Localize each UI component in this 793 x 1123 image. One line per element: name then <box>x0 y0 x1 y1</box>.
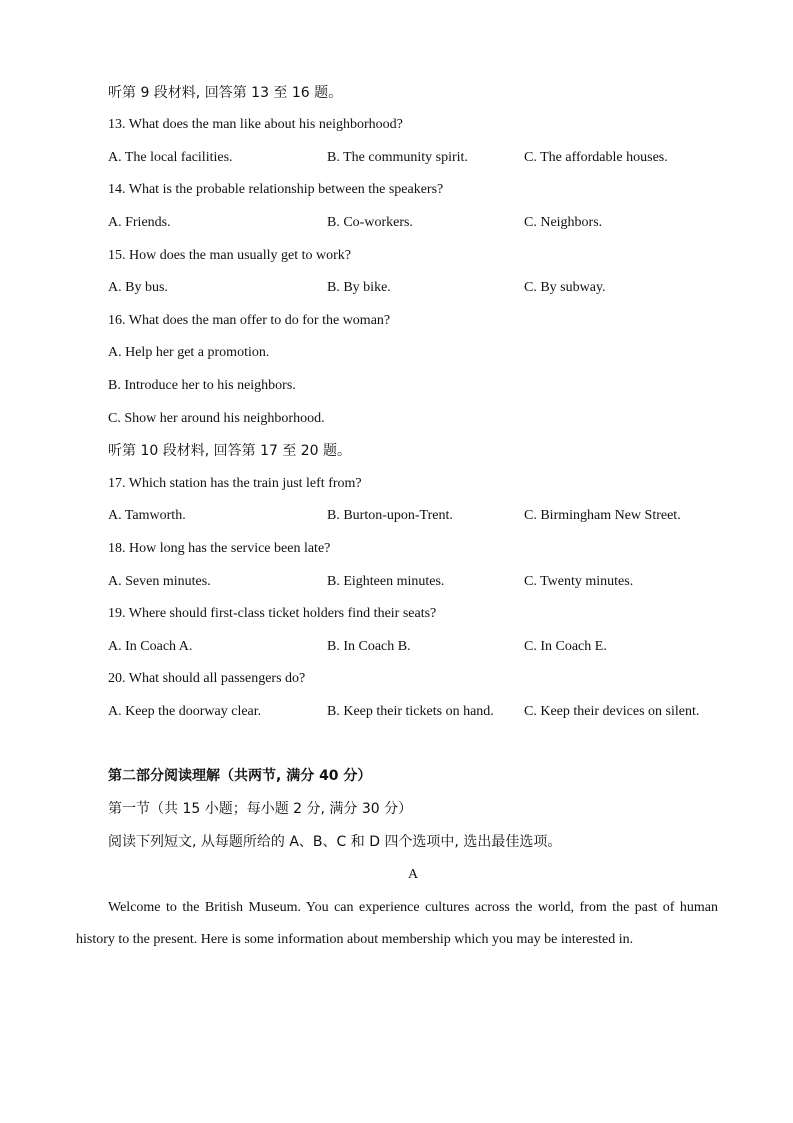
passage-paragraph: Welcome to the British Museum. You can experience cultures across the world, from the past of human history to the present. Here is some information about membership which you may be interested in. <box>76 900 718 947</box>
q15-option-a: A. By bus. <box>108 280 168 295</box>
q19-option-b: B. In Coach B. <box>327 639 411 654</box>
q13-option-b: B. The community spirit. <box>327 150 468 165</box>
part-2-instruction: 阅读下列短文, 从每题所给的 A、B、C 和 D 四个选项中, 选出最佳选项。 <box>108 834 562 850</box>
q16-option-a: A. Help her get a promotion. <box>108 345 270 360</box>
part-2-title: 第二部分阅读理解（共两节, 满分 40 分） <box>108 768 372 784</box>
q16-option-c: C. Show her around his neighborhood. <box>108 411 325 426</box>
question-20: 20. What should all passengers do? <box>108 671 306 686</box>
question-17: 17. Which station has the train just left from? <box>108 476 362 491</box>
q20-option-b: B. Keep their tickets on hand. <box>327 704 494 719</box>
section-10-header: 听第 10 段材料, 回答第 17 至 20 题。 <box>108 443 352 459</box>
q13-option-c: C. The affordable houses. <box>524 150 668 165</box>
q15-option-c: C. By subway. <box>524 280 606 295</box>
q20-option-a: A. Keep the doorway clear. <box>108 704 262 719</box>
q14-option-b: B. Co-workers. <box>327 215 413 230</box>
q18-option-c: C. Twenty minutes. <box>524 574 634 589</box>
q20-option-c: C. Keep their devices on silent. <box>524 704 700 719</box>
q19-option-c: C. In Coach E. <box>524 639 607 654</box>
question-18: 18. How long has the service been late? <box>108 541 331 556</box>
q17-option-b: B. Burton-upon-Trent. <box>327 508 453 523</box>
q15-option-b: B. By bike. <box>327 280 391 295</box>
question-19: 19. Where should first-class ticket holders find their seats? <box>108 606 437 621</box>
q13-option-a: A. The local facilities. <box>108 150 233 165</box>
q19-option-a: A. In Coach A. <box>108 639 193 654</box>
q14-option-c: C. Neighbors. <box>524 215 603 230</box>
q16-option-b: B. Introduce her to his neighbors. <box>108 378 296 393</box>
section-9-header: 听第 9 段材料, 回答第 13 至 16 题。 <box>108 85 343 101</box>
passage-letter: A <box>407 867 419 882</box>
question-13: 13. What does the man like about his neighborhood? <box>108 117 403 132</box>
part-2-subtitle: 第一节（共 15 小题；每小题 2 分, 满分 30 分） <box>108 801 413 817</box>
q14-option-a: A. Friends. <box>108 215 171 230</box>
question-15: 15. How does the man usually get to work? <box>108 248 352 263</box>
q18-option-a: A. Seven minutes. <box>108 574 211 589</box>
question-14: 14. What is the probable relationship between the speakers? <box>108 182 444 197</box>
q18-option-b: B. Eighteen minutes. <box>327 574 445 589</box>
question-16: 16. What does the man offer to do for the woman? <box>108 313 391 328</box>
q17-option-c: C. Birmingham New Street. <box>524 508 681 523</box>
q17-option-a: A. Tamworth. <box>108 508 186 523</box>
